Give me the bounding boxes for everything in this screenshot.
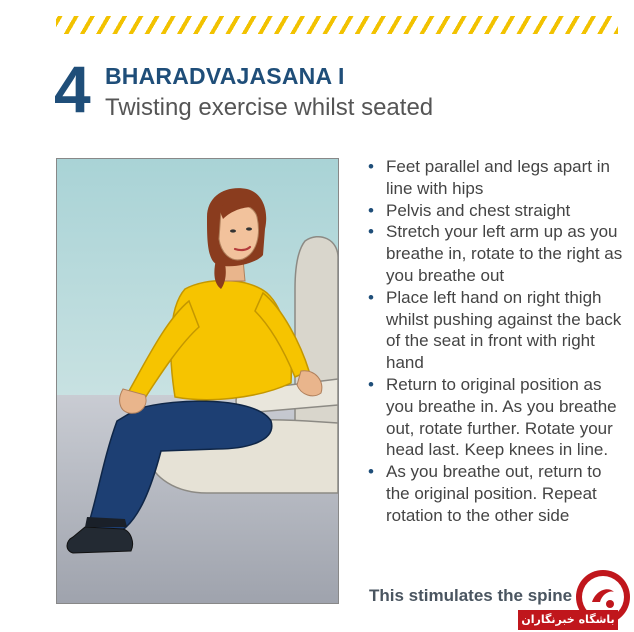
step-number: 4 [54,52,91,126]
exercise-subtitle: Twisting exercise whilst seated [105,94,434,121]
instruction-item: • Place left hand on right thigh whilst pushing against the back of the seat in front with right hand [368,287,623,374]
instruction-item: • As you breathe out, return to the original position. Repeat rotation to the other side [368,461,623,526]
decorative-stripe-bar [56,16,618,34]
watermark-label: باشگاه خبرنگاران [518,610,618,630]
instruction-item: • Pelvis and chest straight [368,200,623,222]
footer-note: This stimulates the spine [369,586,573,605]
instruction-item: • Stretch your left arm up as you breathe in, rotate to the right as you breathe out [368,221,623,286]
watermark [500,568,634,632]
instruction-item: • Feet parallel and legs apart in line with hips [368,156,623,200]
instruction-list [368,156,623,527]
exercise-illustration [56,158,339,604]
instruction-item: • Return to original position as you breathe in. As you breathe out, rotate further. Rotate your head last. Keep knees in line. [368,374,623,461]
exercise-title: BHARADVAJASANA I [105,63,345,89]
